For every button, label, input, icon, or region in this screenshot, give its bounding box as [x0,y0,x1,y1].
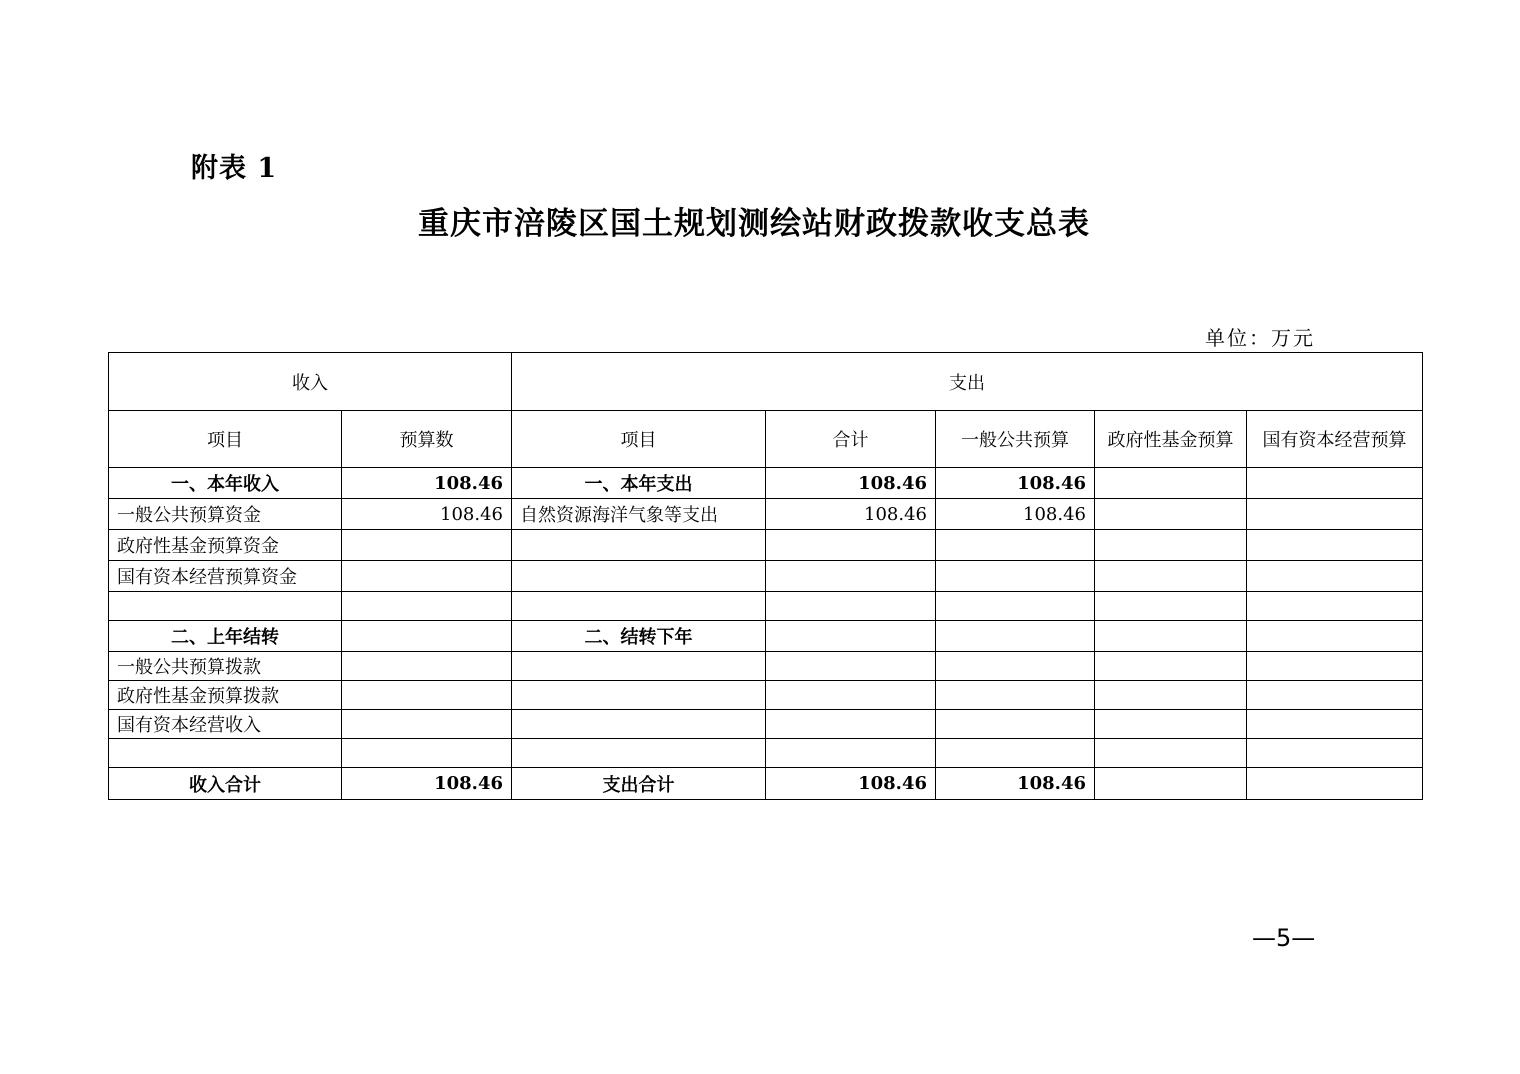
table-cell [512,652,766,681]
table-cell: 政府性基金预算拨款 [109,681,342,710]
table-row [109,530,1423,561]
table-cell: 108.46 [766,768,936,800]
table-cell [1095,710,1247,739]
table-cell [766,561,936,592]
table-row [109,681,1423,710]
column-header-total: 合计 [766,411,936,468]
table-cell [1095,468,1247,499]
table-cell [766,681,936,710]
table-cell: 二、上年结转 [109,621,342,652]
table-cell: 108.46 [936,499,1095,530]
table-cell [1095,592,1247,621]
table-cell: 108.46 [936,768,1095,800]
table-cell [512,561,766,592]
table-cell [936,652,1095,681]
table-cell: 二、结转下年 [512,621,766,652]
column-header-row [109,411,1423,468]
group-header-row [109,353,1423,411]
table-cell [1095,768,1247,800]
column-header-budget-amount: 预算数 [342,411,512,468]
table-cell [1247,561,1423,592]
unit-label: 单位：万元 [1205,326,1315,350]
table-cell [1247,530,1423,561]
table-cell [342,530,512,561]
table-cell [1247,768,1423,800]
table-cell [512,681,766,710]
table-cell [512,739,766,768]
table-cell: 收入合计 [109,768,342,800]
income-group-header: 收入 [109,353,512,411]
table-row [109,739,1423,768]
table-cell [1247,468,1423,499]
table-cell [342,592,512,621]
table-cell [936,621,1095,652]
table-cell [1095,499,1247,530]
table-row [109,621,1423,652]
table-row [109,468,1423,499]
table-cell [1247,621,1423,652]
table-cell: 108.46 [342,768,512,800]
budget-summary-table [108,352,1423,800]
column-header-government-fund-budget: 政府性基金预算 [1095,411,1247,468]
table-cell [1247,499,1423,530]
table-cell: 一般公共预算拨款 [109,652,342,681]
table-cell [766,652,936,681]
table-cell [766,710,936,739]
table-cell [512,710,766,739]
table-cell: 一、本年收入 [109,468,342,499]
table-cell [512,592,766,621]
table-cell [766,739,936,768]
appendix-label: 附表 1 [191,153,278,184]
table-cell [342,652,512,681]
table-cell: 108.46 [342,468,512,499]
table-cell [512,530,766,561]
table-cell [342,561,512,592]
table-cell [936,739,1095,768]
table-cell [109,739,342,768]
table-cell: 108.46 [342,499,512,530]
table-cell: 国有资本经营收入 [109,710,342,739]
page-number: —5— [1252,924,1316,952]
table-cell [936,592,1095,621]
table-cell: 108.46 [766,468,936,499]
table-cell [936,710,1095,739]
table-row [109,561,1423,592]
column-header-expense-item: 项目 [512,411,766,468]
column-header-state-capital-budget: 国有资本经营预算 [1247,411,1423,468]
table-cell [1247,681,1423,710]
table-cell [1247,652,1423,681]
table-row [109,652,1423,681]
table-cell [1247,739,1423,768]
table-cell [1095,681,1247,710]
table-row [109,499,1423,530]
document-title: 重庆市涪陵区国土规划测绘站财政拨款收支总表 [418,206,1090,242]
table-cell [1247,710,1423,739]
table-cell [1095,739,1247,768]
table-cell [342,681,512,710]
table-cell [342,739,512,768]
table-cell: 108.46 [766,499,936,530]
table-cell [1095,530,1247,561]
table-cell: 自然资源海洋气象等支出 [512,499,766,530]
table-cell [936,530,1095,561]
table-cell [766,592,936,621]
expense-group-header: 支出 [512,353,1423,411]
table-cell [1095,621,1247,652]
table-cell [766,530,936,561]
table-cell [109,592,342,621]
table-cell [936,681,1095,710]
totals-row [109,768,1423,800]
table-cell [1095,561,1247,592]
table-cell: 国有资本经营预算资金 [109,561,342,592]
table-cell: 一、本年支出 [512,468,766,499]
column-header-general-public-budget: 一般公共预算 [936,411,1095,468]
table-row [109,592,1423,621]
table-cell: 支出合计 [512,768,766,800]
table-cell: 政府性基金预算资金 [109,530,342,561]
table-cell [936,561,1095,592]
table-cell [1247,592,1423,621]
table-cell [342,710,512,739]
table-cell: 一般公共预算资金 [109,499,342,530]
table-cell [1095,652,1247,681]
table-cell [342,621,512,652]
table-row [109,710,1423,739]
table-cell [766,621,936,652]
column-header-income-item: 项目 [109,411,342,468]
table-cell: 108.46 [936,468,1095,499]
